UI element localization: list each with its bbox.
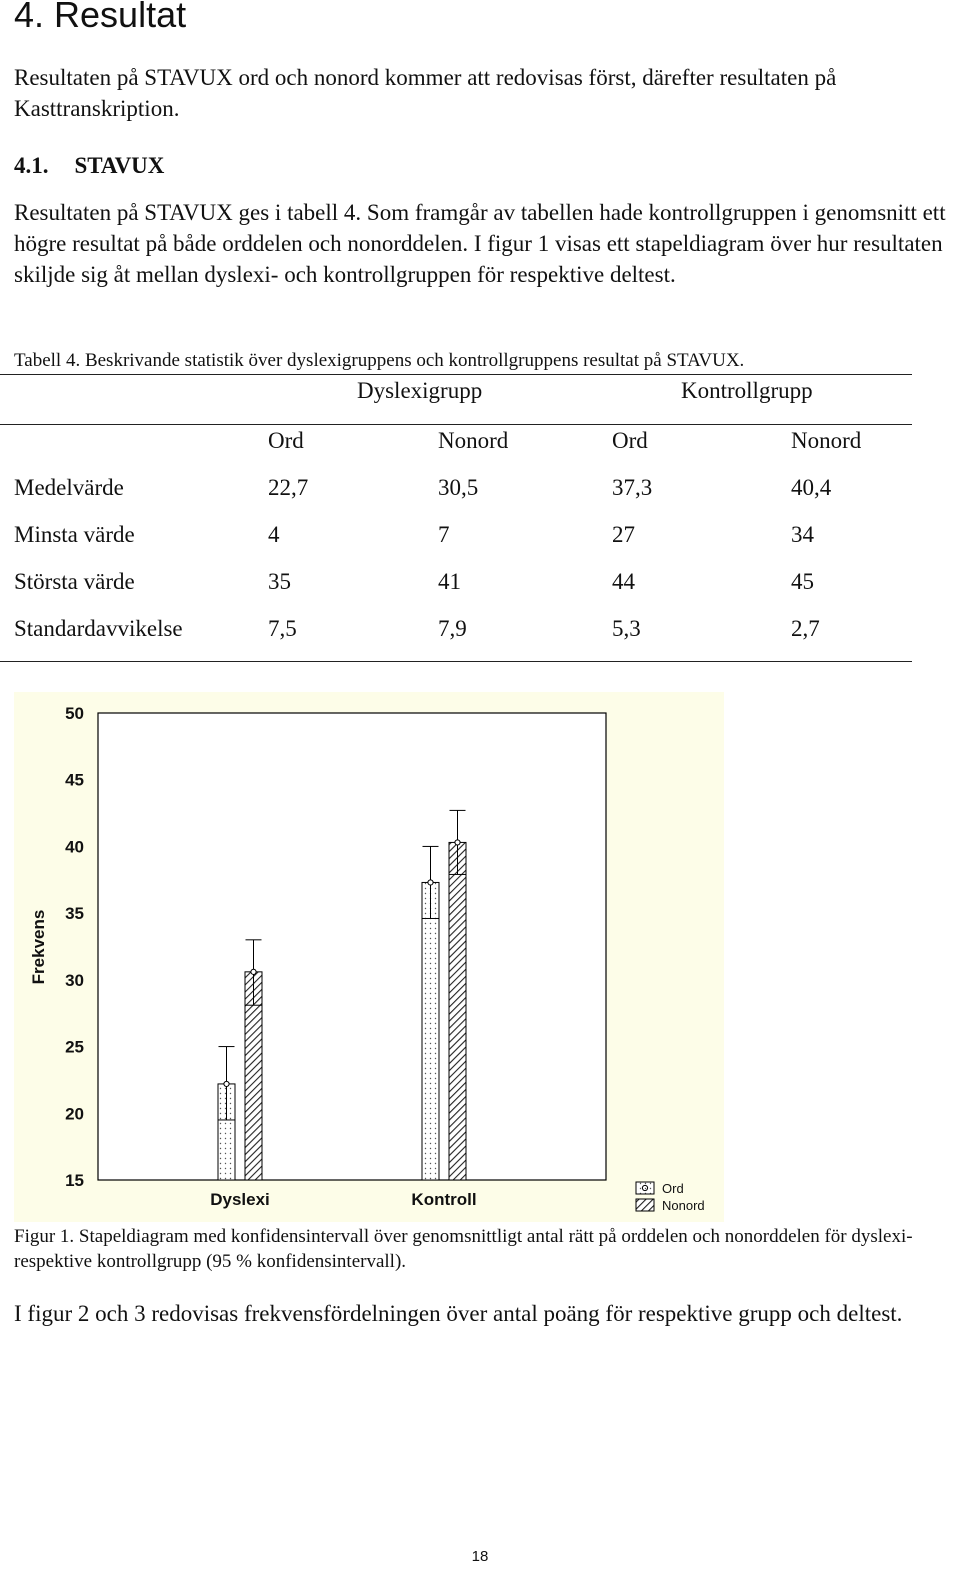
table-cell: 27 [612,522,635,547]
row-label-storsta: Största värde [14,569,135,594]
closing-paragraph: I figur 2 och 3 redovisas frekvensfördelningen över antal poäng för respektive grupp och deltest. [14,1301,903,1326]
mean-marker [224,1081,229,1086]
y-tick-label: 50 [65,704,84,723]
page-number: 18 [471,1548,489,1565]
y-tick-label: 15 [65,1171,84,1190]
y-tick-label: 20 [65,1104,84,1124]
section-heading: 4. Resultat [14,0,187,35]
x-tick-label-dyslexi: Dyslexi [210,1190,270,1209]
y-tick-label: 30 [65,970,84,990]
table-cell: 30,5 [438,475,479,500]
table-cell: 7,9 [438,616,467,641]
legend-swatch-nonord [636,1199,654,1211]
row-label-standardavvikelse: Standardavvikelse [14,616,183,641]
plot-area [98,713,606,1180]
y-tick-label: 45 [65,770,84,790]
subheader-nonord-dyslexi: Nonord [438,428,509,453]
bar-chart [14,692,724,1222]
x-tick-label-kontroll: Kontroll [411,1190,477,1209]
legend-swatch-ord [636,1182,654,1194]
table-bottom-rule [0,661,912,662]
legend-label-nonord: Nonord [662,1198,705,1213]
subheader-ord-kontroll: Ord [612,428,648,453]
chart-svg [14,692,724,1222]
table-top-rule [0,374,912,375]
table-cell: 40,4 [791,475,832,500]
legend-label-ord: Ord [662,1181,684,1196]
bar-ord-kontroll [422,882,439,1180]
mean-marker [251,969,256,974]
row-label-medelvarde: Medelvärde [14,475,124,500]
figure-caption: Figur 1. Stapeldiagram med konfidensintervall över genomsnittligt antal rätt på orddelen och nonorddelen för dyslexi- respektive kontrollgrupp (95 % konfidensintervall). [14,1226,913,1272]
mean-marker [428,880,433,885]
table-header-rule [0,424,912,425]
group-header-kontroll: Kontrollgrupp [681,378,813,403]
table-cell: 7,5 [268,616,297,641]
table-cell: 7 [438,522,450,547]
bar-nonord-kontroll [449,842,466,1180]
y-tick-label: 40 [65,837,84,857]
subheader-nonord-kontroll: Nonord [791,428,862,453]
table-cell: 41 [438,569,461,594]
table-cell: 35 [268,569,291,594]
mean-marker [455,840,460,845]
y-tick-label: 35 [65,904,84,924]
table-cell: 2,7 [791,616,820,641]
table-cell: 37,3 [612,475,653,500]
subheader-ord-dyslexi: Ord [268,428,304,453]
y-axis-label: Frekvens [29,909,48,985]
subsection-title: STAVUX [74,153,165,178]
table-cell: 5,3 [612,616,641,641]
group-header-dyslexi: Dyslexigrupp [357,378,483,403]
y-tick-label: 25 [65,1037,84,1057]
table-cell: 22,7 [268,475,309,500]
table-cell: 4 [268,522,280,547]
table-cell: 44 [612,569,635,594]
subsection-heading [14,153,164,179]
table-caption: Tabell 4. Beskrivande statistik över dyslexigruppens och kontrollgruppens resultat på STAVUX. [14,350,745,371]
table-cell: 34 [791,522,814,547]
body-paragraph: Resultaten på STAVUX ges i tabell 4. Som framgår av tabellen hade kontrollgruppen i genomsnitt ett högre resultat på både orddelen och nonorddelen. I figur 1 visas ett stapeldiagram över hur resultaten skiljde sig åt mellan dyslexi- och kontrollgruppen för respektive deltest. [14,200,946,287]
subsection-number: 4.1. [14,153,49,178]
intro-paragraph: Resultaten på STAVUX ord och nonord kommer att redovisas först, därefter resultaten på Kasttranskription. [14,65,837,121]
table-cell: 45 [791,569,814,594]
row-label-minsta: Minsta värde [14,522,135,547]
